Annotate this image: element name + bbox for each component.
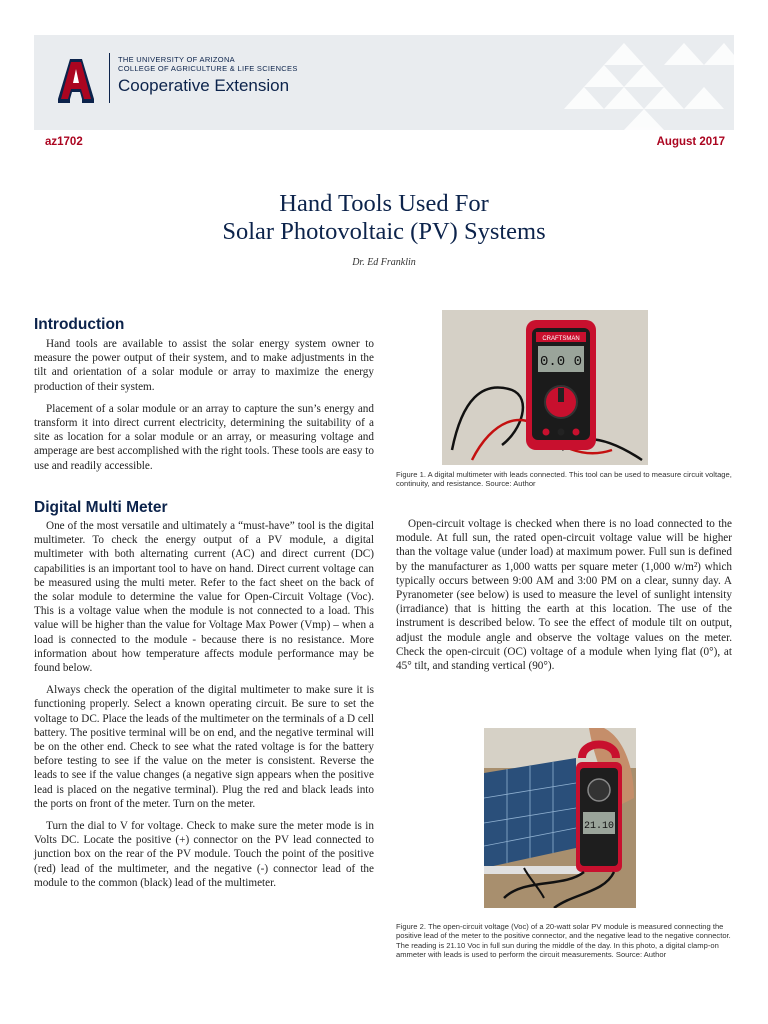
clamp-meter-illustration (484, 728, 636, 908)
right-column-body (396, 517, 732, 681)
multimeter-paragraph: Always check the operation of the digital multimeter to make sure it is functioning properly. Select a known operating circuit. Be sure to set the voltage to DC. Place the leads of the multimeter on the terminals of a D cell battery. The positive terminal will be on end, and the negative terminal will be on the other end. Check to see what the rated voltage is for the battery before testing to see if the value on the meter is consistent. Reverse the leads to see if the value changes (a negative sign appears when the positive lead is placed on the negative terminal). Plug the red and black leads into the ports on front of the meter. Turn on the meter. (34, 684, 374, 810)
brand-divider (109, 53, 110, 103)
triangle-pattern (434, 35, 734, 130)
document-id: az1702 (45, 136, 83, 148)
multimeter-illustration (442, 310, 648, 465)
arizona-a-logo (58, 59, 94, 103)
header-band (34, 35, 734, 130)
figure-2-caption: Figure 2. The open-circuit voltage (Voc) of a 20-watt solar PV module is measured connecting the positive lead of the meter to the positive connector, and the negative lead to the negative connector. The reading is 21.10 Voc in full sun during the middle of the day. In this photo, a digital clamp-on ammeter with leads is used to perform the circuit measurements. Source: Author (396, 922, 731, 960)
introduction-paragraph: Hand tools are available to assist the solar energy system owner to measure the power output of their system, and to make adjustments in the tilt and orientation of a solar module or array to maximize the energy production of their system. (34, 338, 374, 393)
figure-2-photo (484, 728, 636, 908)
author: Dr. Ed Franklin (352, 257, 416, 268)
title-line-1: Hand Tools Used For (279, 190, 489, 217)
introduction-body (34, 337, 374, 481)
publication-date: August 2017 (656, 136, 725, 148)
title-line-2: Solar Photovoltaic (PV) Systems (222, 218, 546, 245)
meter-reading: 0.0 0 (539, 354, 583, 370)
open-circuit-paragraph: Open-circuit voltage is checked when there is no load connected to the module. At full sun, the rated open-circuit voltage value will be higher than the voltage value (under load) at maximum power. Full sun is defined by the manufacturer as 1,000 watts per square meter (1,000 w/m²) which typically occurs between 9:00 AM and 3:00 PM on a clear, sunny day. A Pyranometer (see below) is used to measure the level of sunlight intensity (irradiance) that is hitting the earth at this location. The use of the instrument is described below. To see the effect of module tilt on output, adjust the module angle and observe the voltage values on the meter. Check the open-circuit (OC) voltage of a module when lying flat (0°), at 45° tilt, and standing vertical (90°). (396, 518, 732, 673)
multimeter-paragraph: One of the most versatile and ultimately a “must-have” tool is the digital multimeter. To check the energy output of a PV module, a digital multimeter with both alternating current (AC) and direct current (DC) capabilities is an important tool to have on hand. Direct current voltage can be measured using the multi meter. Refer to the fact sheet on the back of the solar module to determine the value for Open-Circuit Voltage (Voc). This is a voltage value when the module is not connected to a load. This value will be higher than the value for Voltage Max Power (Vmp) – when a load is connected to the module - because there is no resistance. More information about how temperature affects module performance may be found below. (34, 520, 374, 675)
clamp-meter-reading: 21.10 (583, 821, 615, 832)
org-line-1: THE UNIVERSITY OF ARIZONA (118, 55, 235, 64)
document-title (0, 190, 768, 246)
multimeter-paragraph: Turn the dial to V for voltage. Check to make sure the meter mode is in Volts DC. Locate the positive (+) connector on the PV lead connected to junction box on the rear of the PV module. Touch the point of the positive (red) lead of the multimeter, and the negative (-) connector lead of the module to the common (black) lead of the multimeter. (34, 820, 374, 889)
meter-brand-text: CRAFTSMAN (542, 336, 580, 342)
figure-1-caption: Figure 1. A digital multimeter with leads connected. This tool can be used to measure circuit voltage, continuity, and resistance. Source: Author (396, 470, 732, 489)
introduction-heading: Introduction (34, 316, 125, 333)
org-title: Cooperative Extension (118, 76, 290, 95)
digital-multimeter-body (34, 519, 374, 898)
introduction-paragraph: Placement of a solar module or an array to capture the sun’s energy and transform it into direct current electricity, determining the suitability of a site as location for a solar module or an array, or measuring voltage and amperage are best accomplished with the right tools. These tools are easy to use and readily accessible. (34, 402, 374, 472)
org-line-2: COLLEGE OF AGRICULTURE & LIFE SCIENCES (118, 64, 298, 73)
digital-multimeter-heading: Digital Multi Meter (34, 499, 168, 516)
figure-1-photo (442, 310, 648, 465)
org-brand (118, 55, 418, 97)
